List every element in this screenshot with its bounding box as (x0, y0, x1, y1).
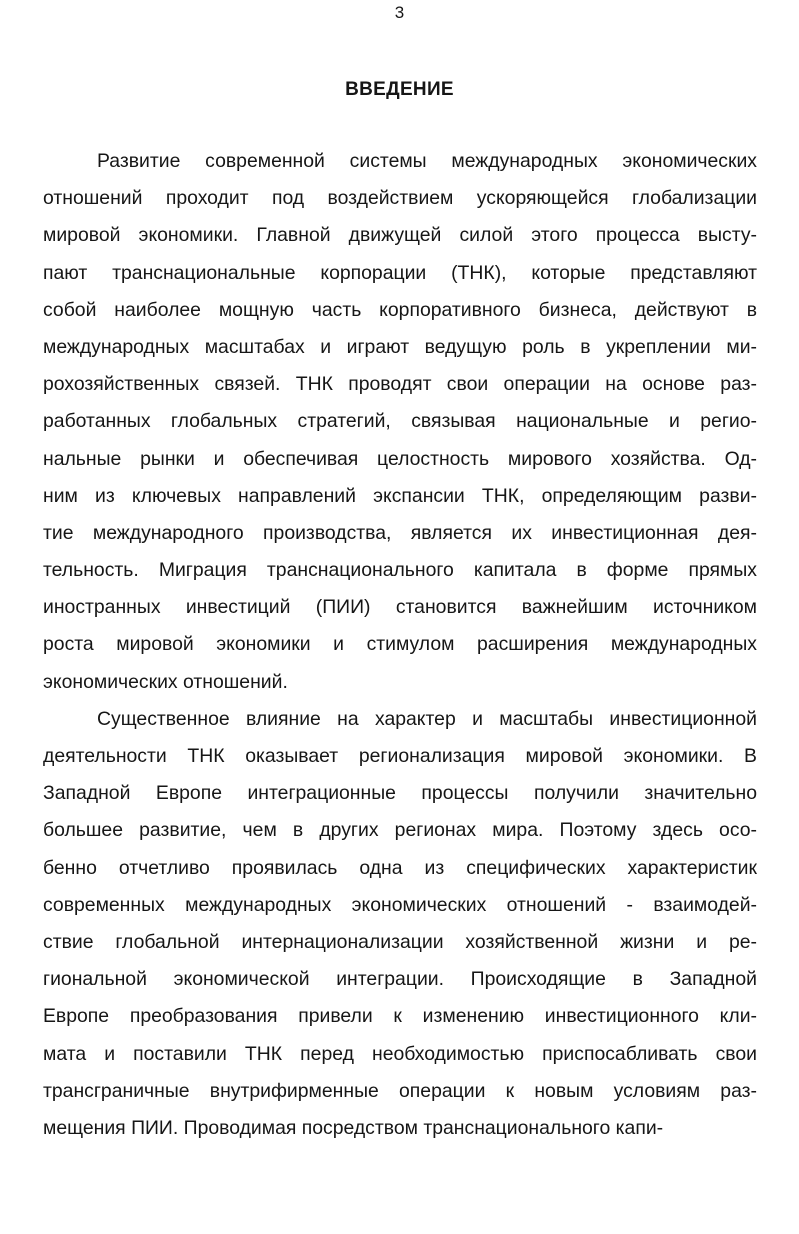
text-line: роста мировой экономики и стимулом расширения международных (43, 633, 757, 656)
text-line: бенно отчетливо проявилась одна из специфических характеристик (43, 856, 757, 879)
text-line: Развитие современной системы международных экономических (97, 150, 757, 172)
text-line: отношений проходит под воздействием ускоряющейся глобализации (43, 187, 757, 210)
text-line: нальные рынки и обеспечивая целостность мирового хозяйства. Од- (43, 447, 757, 470)
text-line: иностранных инвестиций (ПИИ) становится важнейшим источником (43, 596, 757, 619)
text-line: деятельности ТНК оказывает регионализация мировой экономики. В (43, 745, 757, 767)
text-line: трансграничные внутрифирменные операции к новым условиям раз- (43, 1079, 757, 1102)
text-line: международных масштабах и играют ведущую роль в укреплении ми- (43, 335, 757, 358)
text-line: Западной Европе интеграционные процессы получили значительно (43, 782, 757, 805)
text-line: современных международных экономических отношений - взаимодей- (43, 893, 757, 916)
text-line: Существенное влияние на характер и масштабы инвестиционной (97, 707, 757, 730)
paragraph (43, 143, 757, 701)
text-line: мата и поставили ТНК перед необходимостью приспосабливать свои (43, 1042, 757, 1065)
text-line: ствие глобальной интернационализации хозяйственной жизни и ре- (43, 930, 757, 953)
body-text (43, 143, 757, 1147)
text-line: пают транснациональные корпорации (ТНК), которые представляют (43, 261, 757, 284)
text-line: собой наиболее мощную часть корпоративного бизнеса, действуют в (43, 298, 757, 321)
text-line: рохозяйственных связей. ТНК проводят свои операции на основе раз- (43, 373, 757, 396)
text-line: большее развитие, чем в других регионах мира. Поэтому здесь осо- (43, 819, 757, 842)
text-line: гиональной экономической интеграции. Происходящие в Западной (43, 968, 757, 991)
text-line: экономических отношений. (43, 670, 288, 693)
text-line: тельность. Миграция транснационального капитала в форме прямых (43, 559, 757, 582)
page-number: 3 (394, 3, 405, 22)
text-line: мировой экономики. Главной движущей силой этого процесса высту- (43, 224, 757, 247)
text-line: работанных глобальных стратегий, связывая национальные и регио- (43, 410, 757, 433)
text-line: мещения ПИИ. Проводимая посредством транснационального капи- (43, 1116, 664, 1139)
paragraph (43, 701, 757, 1147)
text-line: Европе преобразования привели к изменению инвестиционного кли- (43, 1005, 757, 1028)
text-line: тие международного производства, является их инвестиционная дея- (43, 521, 757, 544)
text-line: ним из ключевых направлений экспансии ТНК, определяющим разви- (43, 484, 757, 507)
page-title: ВВЕДЕНИЕ (345, 79, 454, 100)
